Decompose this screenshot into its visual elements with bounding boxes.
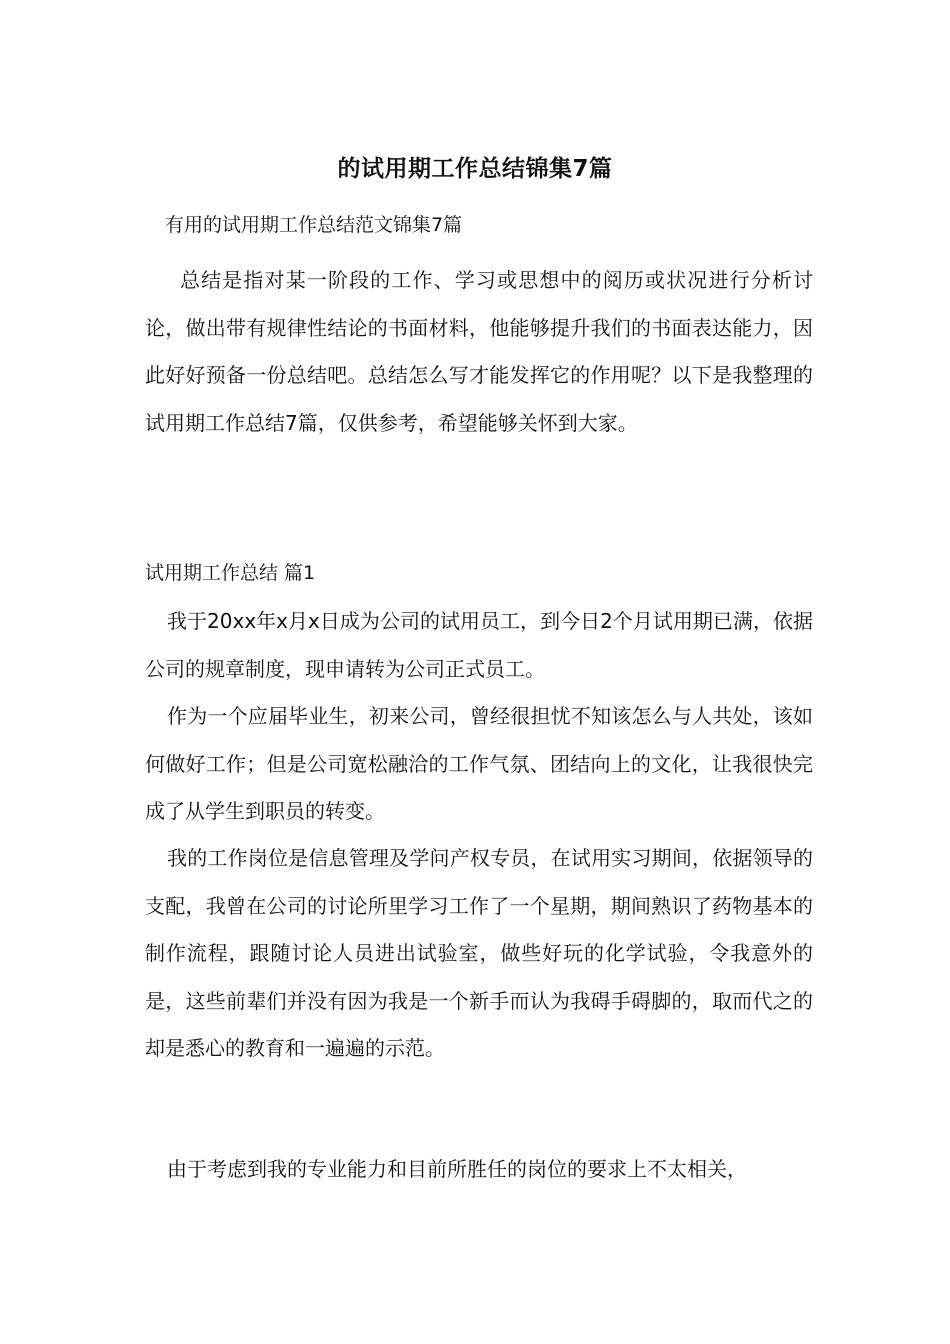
body-paragraph-2: 作为一个应届毕业生，初来公司，曾经很担忧不知该怎么与人共处，该如何做好工作；但是公司宽松融洽的工作气氛、团结向上的文化，让我很快完成了从学生到职员的转变。 [145, 704, 813, 823]
document-subtitle: 有用的试用期工作总结范文锦集7篇 [165, 214, 463, 236]
body-paragraph-1: 我于20xx年x月x日成为公司的试用员工，到今日2个月试用期已满，依据公司的规章制度，现申请转为公司正式员工。 [145, 609, 813, 681]
body-paragraph-3: 我的工作岗位是信息管理及学问产权专员，在试用实习期间，依据领导的支配，我曾在公司的讨论所里学习工作了一个星期，期间熟识了药物基本的制作流程，跟随讨论人员进出试验室，做些好玩的化学试验，令我意外的是，这些前辈们并没有因为我是一个新手而认为我碍手碍脚的，取而代之的却是悉心的教育和一遍遍的示范。 [145, 846, 813, 1060]
section-heading: 试用期工作总结 篇1 [145, 562, 316, 584]
body-paragraph-4: 由于考虑到我的专业能力和目前所胜任的岗位的要求上不太相关， [167, 1157, 747, 1181]
document-title: 的试用期工作总结锦集7篇 [337, 156, 613, 182]
intro-paragraph: 总结是指对某一阶段的工作、学习或思想中的阅历或状况进行分析讨论，做出带有规律性结论的书面材料，他能够提升我们的书面表达能力，因此好好预备一份总结吧。总结怎么写才能发挥它的作用呢？以下是我整理的试用期工作总结7篇，仅供参考，希望能够关怀到大家。 [145, 268, 813, 435]
